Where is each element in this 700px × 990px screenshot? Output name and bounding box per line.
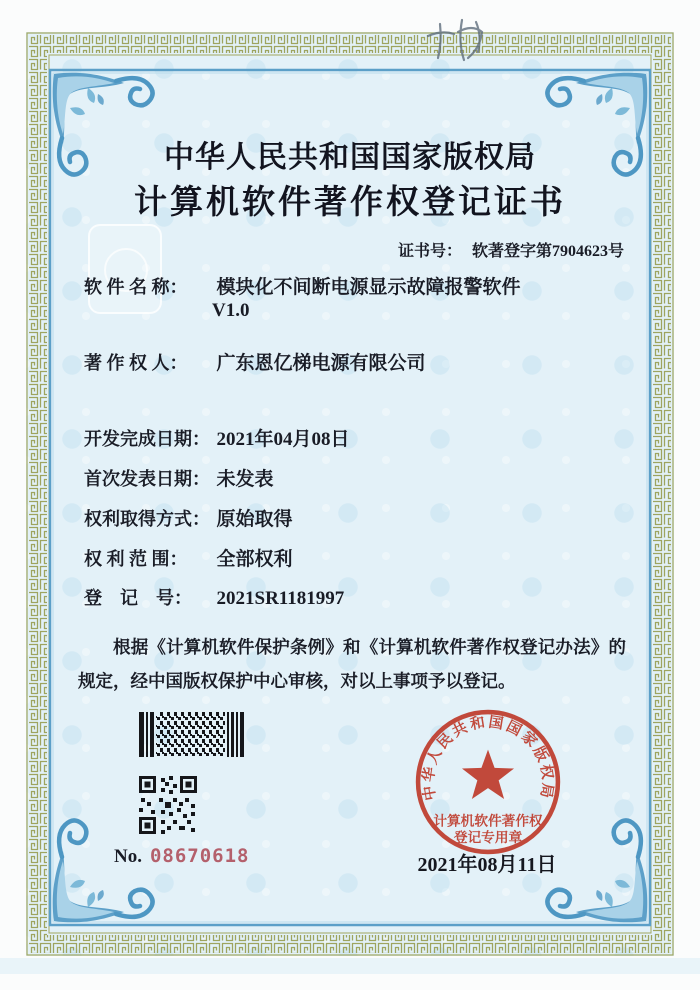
- field-label: 软 件 名 称：: [84, 277, 188, 297]
- field-first-publication: [84, 464, 274, 491]
- seal-line2: 登记专用章: [453, 829, 523, 845]
- field-value: 2021SR1181997: [216, 588, 345, 609]
- field-registration-number: [84, 584, 344, 610]
- seal-ring-text: 中华人民共和国国家版权局: [420, 714, 556, 802]
- field-acquisition-method: [84, 504, 293, 531]
- serial-number: [114, 845, 250, 868]
- field-value: 2021年04月08日: [216, 429, 350, 450]
- serial-value: 08670618: [149, 845, 250, 867]
- field-label: 著 作 权 人：: [84, 353, 188, 373]
- certificate-number-value: 软著登字第7904623号: [471, 243, 624, 260]
- official-seal: [412, 706, 564, 858]
- barcode-image: [139, 712, 247, 757]
- seal-star: [462, 750, 514, 799]
- qr-code-image: [139, 776, 197, 834]
- certificate-number: [398, 238, 624, 261]
- field-value: 广东恩亿梯电源有限公司: [216, 353, 426, 374]
- issuing-authority: 中华人民共和国国家版权局: [164, 141, 536, 174]
- field-software-name: [84, 272, 521, 299]
- certificate-number-label: 证书号：: [397, 243, 462, 260]
- field-software-version: V1.0: [212, 300, 250, 321]
- registration-statement: 根据《计算机软件保护条例》和《计算机软件著作权登记办法》的规定，经中国版权保护中心审核，对以上事项予以登记。: [78, 637, 626, 691]
- serial-prefix: No.: [114, 846, 142, 867]
- certificate-title: 计算机软件著作权登记证书: [134, 185, 566, 221]
- field-value: 全部权利: [216, 549, 293, 570]
- field-value: 未发表: [216, 469, 274, 490]
- field-value: 模块化不间断电源显示故障报警软件: [216, 277, 521, 298]
- issue-date: 2021年08月11日: [417, 854, 557, 876]
- field-value: 原始取得: [216, 509, 293, 530]
- field-label: 开发完成日期：: [84, 429, 210, 449]
- seal-line1: 计算机软件著作权: [433, 813, 543, 829]
- handwriting-annotation: [418, 10, 508, 72]
- field-label: 权 利 范 围：: [84, 549, 188, 569]
- field-label: 权利取得方式：: [84, 509, 210, 529]
- field-label: 登 记 号：: [84, 588, 192, 608]
- field-label: 首次发表日期：: [84, 469, 210, 489]
- field-completion-date: [84, 424, 350, 451]
- field-rights-scope: [84, 544, 293, 571]
- field-copyright-owner: [84, 348, 426, 375]
- embossed-watermark: [88, 224, 162, 314]
